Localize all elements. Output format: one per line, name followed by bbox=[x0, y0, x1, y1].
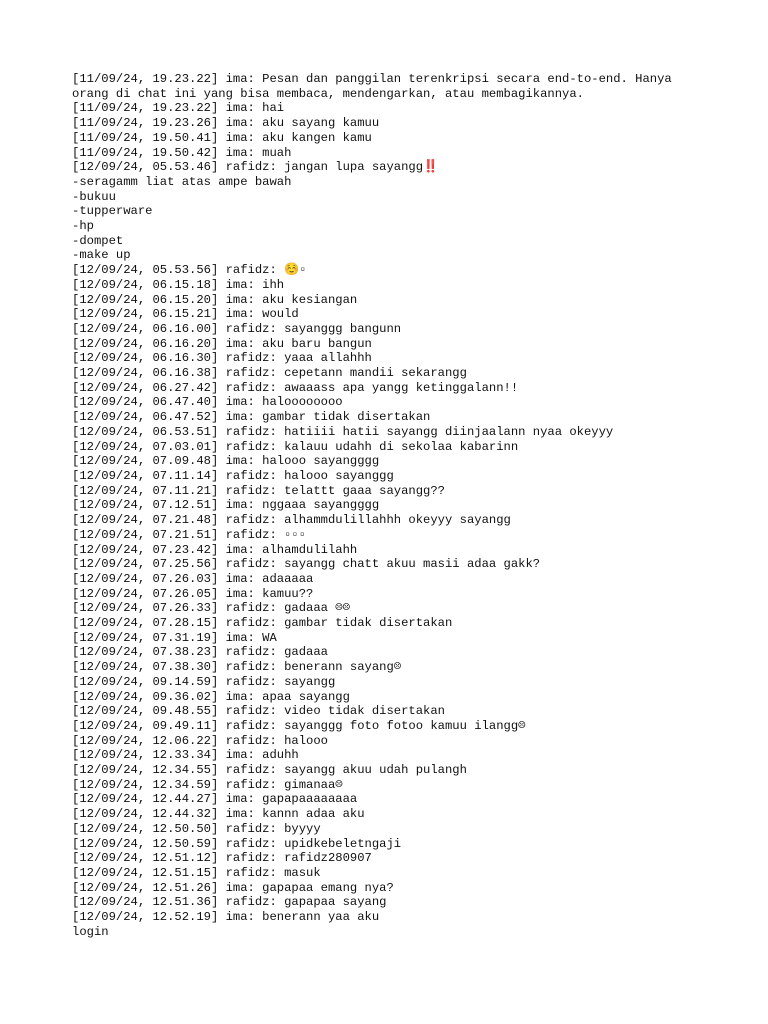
transcript-line: [11/09/24, 19.50.42] ima: muah bbox=[72, 145, 292, 160]
transcript-line: -dompet bbox=[72, 233, 124, 248]
transcript-line: [12/09/24, 07.11.14] rafidz: halooo sayanggg bbox=[72, 468, 394, 483]
transcript-line: [12/09/24, 12.51.15] rafidz: masuk bbox=[72, 865, 321, 880]
transcript-line: [12/09/24, 12.51.26] ima: gapapaa emang nya? bbox=[72, 880, 394, 895]
transcript-line: [12/09/24, 06.16.00] rafidz: sayanggg bangunn bbox=[72, 321, 402, 336]
transcript-line: [11/09/24, 19.23.22] ima: Pesan dan panggilan terenkripsi secara end-to-end. Hanya orang di chat ini yang bisa membaca, mendengarkan, atau membagikannya. bbox=[72, 72, 680, 101]
transcript-line: [12/09/24, 12.33.34] ima: aduhh bbox=[72, 748, 299, 763]
transcript-line: [12/09/24, 07.38.30] rafidz: benerann sayang☹ bbox=[72, 660, 402, 675]
transcript-line: [12/09/24, 06.47.52] ima: gambar tidak disertakan bbox=[72, 410, 431, 425]
transcript-line: [12/09/24, 07.12.51] ima: nggaaa sayangggg bbox=[72, 498, 380, 513]
transcript-line: [12/09/24, 06.15.21] ima: would bbox=[72, 307, 299, 322]
transcript-line: [12/09/24, 07.09.48] ima: halooo sayangggg bbox=[72, 454, 380, 469]
transcript-line: [12/09/24, 05.53.46] rafidz: jangan lupa sayangg‼️ bbox=[72, 160, 439, 175]
transcript-line: [12/09/24, 06.27.42] rafidz: awaaass apa yangg ketinggalann!! bbox=[72, 380, 519, 395]
transcript-line: [12/09/24, 12.51.36] rafidz: gapapaa sayang bbox=[72, 895, 387, 910]
transcript-line: [12/09/24, 12.34.55] rafidz: sayangg akuu udah pulangh bbox=[72, 763, 467, 778]
transcript-line: [12/09/24, 07.23.42] ima: alhamdulilahh bbox=[72, 542, 358, 557]
transcript-line: [12/09/24, 12.34.59] rafidz: gimanaa☹ bbox=[72, 777, 343, 792]
transcript-line: -bukuu bbox=[72, 189, 116, 204]
transcript-line: [12/09/24, 12.50.59] rafidz: upidkebeletngaji bbox=[72, 836, 402, 851]
transcript-line: [12/09/24, 09.14.59] rafidz: sayangg bbox=[72, 674, 336, 689]
transcript-line: [12/09/24, 06.16.30] rafidz: yaaa allahhh bbox=[72, 351, 372, 366]
transcript-line: [12/09/24, 06.15.18] ima: ihh bbox=[72, 277, 285, 292]
transcript-line: [12/09/24, 09.48.55] rafidz: video tidak disertakan bbox=[72, 704, 445, 719]
transcript-line: [12/09/24, 07.31.19] ima: WA bbox=[72, 630, 277, 645]
transcript-line: [12/09/24, 07.26.03] ima: adaaaaa bbox=[72, 571, 314, 586]
transcript-line: [11/09/24, 19.23.22] ima: hai bbox=[72, 101, 285, 116]
transcript-line: [12/09/24, 07.26.33] rafidz: gadaaa ☹☹ bbox=[72, 601, 350, 616]
transcript-line: -hp bbox=[72, 219, 94, 234]
transcript-line: login bbox=[72, 924, 109, 939]
transcript-line: [12/09/24, 06.47.40] ima: haloooooooo bbox=[72, 395, 343, 410]
transcript-line: [12/09/24, 07.21.48] rafidz: alhammdulillahhh okeyyy sayangg bbox=[72, 513, 511, 528]
transcript-line: [11/09/24, 19.23.26] ima: aku sayang kamuu bbox=[72, 116, 380, 131]
transcript-line: [12/09/24, 09.49.11] rafidz: sayanggg foto fotoo kamuu ilangg☹ bbox=[72, 718, 526, 733]
transcript-line: [12/09/24, 07.28.15] rafidz: gambar tidak disertakan bbox=[72, 616, 453, 631]
transcript-line: [12/09/24, 12.44.27] ima: gapapaaaaaaaa bbox=[72, 792, 358, 807]
transcript-line: -seragamm liat atas ampe bawah bbox=[72, 174, 292, 189]
transcript-line: -make up bbox=[72, 248, 131, 263]
transcript-line: [12/09/24, 06.16.38] rafidz: cepetann mandii sekarangg bbox=[72, 366, 467, 381]
chat-transcript bbox=[72, 72, 702, 939]
transcript-line: [12/09/24, 07.11.21] rafidz: telattt gaaa sayangg?? bbox=[72, 483, 445, 498]
transcript-line: [12/09/24, 12.50.50] rafidz: byyyy bbox=[72, 821, 321, 836]
transcript-line: -tupperware bbox=[72, 204, 153, 219]
transcript-line: [12/09/24, 07.03.01] rafidz: kalauu udahh di sekolaa kabarinn bbox=[72, 439, 519, 454]
transcript-line: [12/09/24, 12.44.32] ima: kannn adaa aku bbox=[72, 807, 365, 822]
transcript-line: [12/09/24, 12.06.22] rafidz: halooo bbox=[72, 733, 328, 748]
transcript-line: [12/09/24, 05.53.56] rafidz: ☺️▫ bbox=[72, 263, 307, 278]
transcript-line: [12/09/24, 07.38.23] rafidz: gadaaa bbox=[72, 645, 328, 660]
transcript-line: [12/09/24, 09.36.02] ima: apaa sayangg bbox=[72, 689, 350, 704]
transcript-line: [12/09/24, 06.16.20] ima: aku baru bangun bbox=[72, 336, 372, 351]
transcript-line: [12/09/24, 06.53.51] rafidz: hatiiii hatii sayangg diinjaalann nyaa okeyyy bbox=[72, 424, 614, 439]
transcript-line: [12/09/24, 07.21.51] rafidz: ▫▫▫ bbox=[72, 527, 307, 542]
transcript-line: [11/09/24, 19.50.41] ima: aku kangen kamu bbox=[72, 130, 372, 145]
transcript-line: [12/09/24, 06.15.20] ima: aku kesiangan bbox=[72, 292, 358, 307]
transcript-line: [12/09/24, 12.51.12] rafidz: rafidz280907 bbox=[72, 851, 372, 866]
transcript-line: [12/09/24, 07.25.56] rafidz: sayangg chatt akuu masii adaa gakk? bbox=[72, 557, 541, 572]
transcript-line: [12/09/24, 12.52.19] ima: benerann yaa aku bbox=[72, 910, 380, 925]
transcript-line: [12/09/24, 07.26.05] ima: kamuu?? bbox=[72, 586, 314, 601]
